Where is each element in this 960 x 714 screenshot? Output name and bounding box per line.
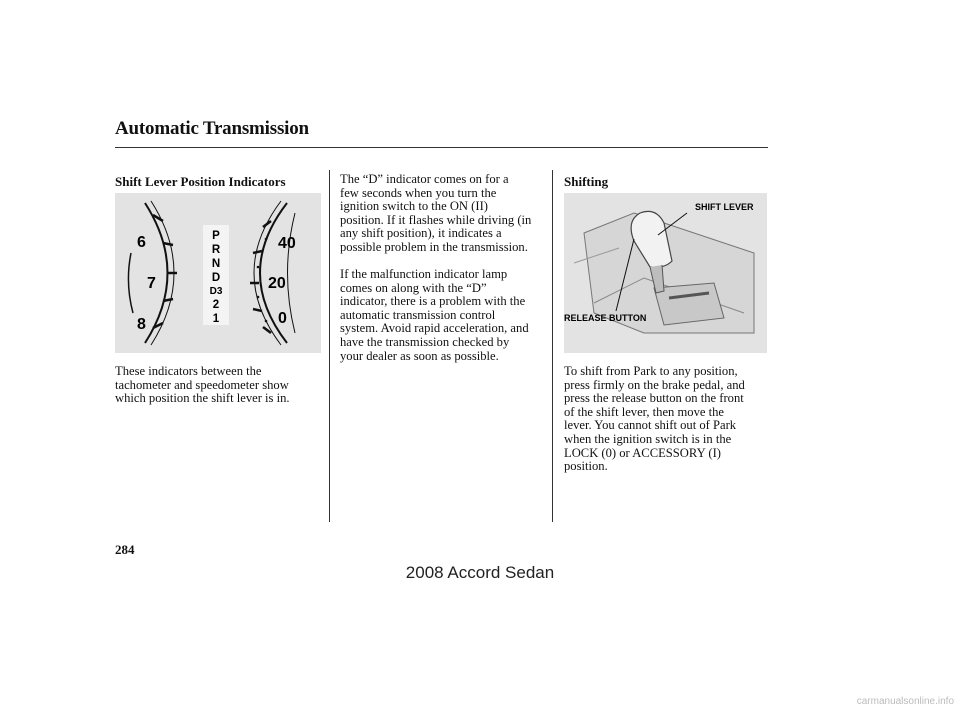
speed-label-20: 20 [268, 275, 286, 292]
gear-indicator-n: N [211, 258, 221, 270]
tach-label-8: 8 [137, 316, 146, 333]
gear-indicator-d: D [211, 272, 221, 284]
shifting-paragraph: To shift from Park to any position, press firmly on the brake pedal, and press the release button on the front of the shift lever, then move the lever. You cannot shift out of Park when the ignition switch is in the LOCK (0) or ACCESSORY (I) position. [564, 364, 745, 474]
page-title: Automatic Transmission [115, 118, 309, 139]
gear-indicator-d3: D3 [209, 286, 223, 297]
d-indicator-paragraph: The “D” indicator comes on for a few seconds when you turn the ignition switch to the ON (II) position. If it flashes while driving (in any shift position), it indicates a possible problem in the transmission. [340, 172, 532, 254]
indicator-figure [115, 193, 321, 353]
tach-label-7: 7 [147, 275, 156, 292]
watermark: carmanualsonline.info [856, 696, 954, 707]
footer-title: 2008 Accord Sedan [405, 563, 555, 582]
shift-lever-illustration [564, 193, 767, 353]
indicators-paragraph: These indicators between the tachometer and speedometer show which position the shift lever is in. [115, 364, 290, 406]
speed-label-0: 0 [278, 310, 287, 327]
malfunction-paragraph: If the malfunction indicator lamp comes on along with the “D” indicator, there is a problem with the automatic transmission control system. Avoid rapid acceleration, and have the transmission checked by your dealer as soon as possible. [340, 267, 529, 363]
release-button-callout: RELEASE BUTTON [564, 313, 647, 323]
section-heading-indicators: Shift Lever Position Indicators [115, 174, 286, 189]
shift-lever-callout: SHIFT LEVER [695, 202, 754, 212]
speed-label-40: 40 [278, 235, 296, 252]
tach-label-6: 6 [137, 234, 146, 251]
gear-indicator-r: R [211, 244, 221, 256]
gear-indicator-2: 2 [212, 299, 220, 311]
gear-indicator-p: P [212, 230, 220, 242]
gear-indicator-1: 1 [212, 313, 220, 325]
column-divider-right [552, 170, 553, 522]
title-rule [115, 147, 768, 148]
gauge-illustration [115, 193, 321, 353]
section-heading-shifting: Shifting [564, 174, 609, 189]
column-divider-left [329, 170, 330, 522]
shift-lever-figure [564, 193, 767, 353]
page-number: 284 [115, 542, 135, 557]
